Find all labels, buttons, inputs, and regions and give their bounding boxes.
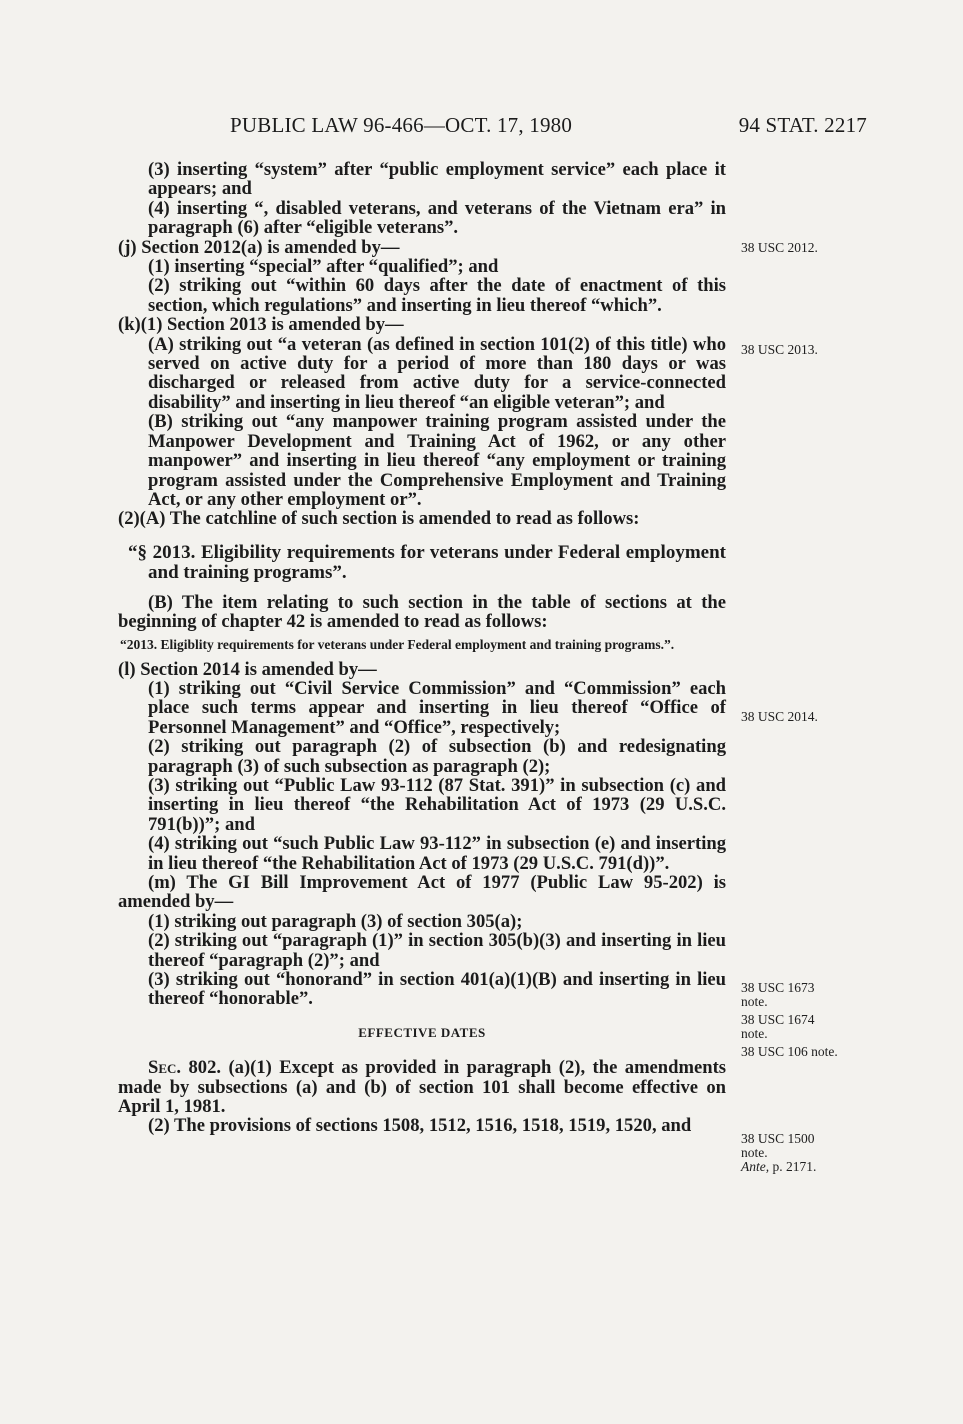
paragraph: (2) striking out “within 60 days after the date of enactment of this section, which regulations” and inserting in lieu thereof “which”. <box>148 275 726 316</box>
paragraph: (1) inserting “special” after “qualified”; and <box>148 256 499 278</box>
margin-note-text: p. 2171. <box>769 1159 817 1174</box>
paragraph: (4) inserting “, disabled veterans, and veterans of the Vietnam era” in paragraph (6) after “eligible veterans”. <box>148 197 726 239</box>
paragraph: (j) Section 2012(a) is amended by— <box>118 236 400 258</box>
stat-page-number: 94 STAT. 2217 <box>738 113 867 137</box>
paragraph: (m) The GI Bill Improvement Act of 1977 (Public Law 95-202) is amended by— <box>118 872 726 913</box>
paragraph: (2)(A) The catchline of such section is amended to read as follows: <box>118 508 640 530</box>
margin-note: 38 USC 2014. <box>741 709 818 724</box>
paragraph: (3) striking out “Public Law 93-112 (87 Stat. 391)” in subsection (c) and inserting in lieu thereof “the Rehabilitation Act of 1973 (29 U.S.C. 791(b))”; and <box>148 774 726 835</box>
paragraph: (k)(1) Section 2013 is amended by— <box>118 314 404 336</box>
paragraph: (4) striking out “such Public Law 93-112” in subsection (e) and inserting in lieu thereof “the Rehabilitation Act of 1973 (29 U.S.C. 791(d))”. <box>148 833 726 874</box>
margin-note-line: note. <box>741 1026 768 1041</box>
margin-note: 38 USC 2012. <box>741 240 818 255</box>
margin-note <box>741 981 861 1009</box>
margin-note-line: note. <box>741 1145 768 1160</box>
paragraph: (l) Section 2014 is amended by— <box>118 658 377 680</box>
paragraph: (B) The item relating to such section in the table of sections at the beginning of chapter 42 is amended to read as follows: <box>118 591 726 633</box>
paragraph: (B) striking out “any manpower training program assisted under the Manpower Development and Training Act of 1962, or any other manpower” and inserting in lieu thereof “any employment or training program assisted under the Comprehensive Employment and Training Act, or any other employment or”. <box>148 411 726 510</box>
paragraph-text: 802. (a)(1) Except as provided in paragraph (2), the amendments made by subsections (a) and (b) of section 101 shall become effective on April 1, 1981. <box>118 1057 727 1118</box>
section-heading: EFFECTIVE DATES <box>358 1024 486 1040</box>
paragraph: (2) The provisions of sections 1508, 1512, 1516, 1518, 1519, 1520, and <box>148 1115 692 1137</box>
margin-note <box>741 1013 861 1041</box>
page-title: PUBLIC LAW 96-466—OCT. 17, 1980 <box>230 113 573 137</box>
table-of-sections-item: “2013. Eligiblity requirements for veterans under Federal employment and training programs.”. <box>120 636 675 652</box>
margin-note: 38 USC 106 note. <box>741 1044 838 1059</box>
paragraph: (3) striking out “honorand” in section 401(a)(1)(B) and inserting in lieu thereof “honorable”. <box>148 969 726 1010</box>
paragraph <box>118 1058 726 1116</box>
statute-text <box>118 160 726 1136</box>
page-header <box>230 113 867 143</box>
paragraph: (A) striking out “a veteran (as defined in section 101(2) of this title) who served on active duty for a period of more than 180 days or was discharged or released from active duty for a service-connected disability” and inserting in lieu thereof “an eligible veteran”; and <box>148 333 726 413</box>
section-label: Sec. <box>148 1057 182 1079</box>
margin-note: 38 USC 2013. <box>741 342 818 357</box>
paragraph: (1) striking out “Civil Service Commission” and “Commission” each place such terms appear and inserting in lieu thereof “Office of Personnel Management” and “Office”, respectively; <box>148 677 726 738</box>
paragraph: (1) striking out paragraph (3) of section 305(a); <box>148 910 523 932</box>
section-catchline: “§ 2013. Eligibility requirements for veterans under Federal employment and training programs”. <box>128 541 726 583</box>
paragraph: (2) striking out “paragraph (1)” in section 305(b)(3) and inserting in lieu thereof “paragraph (2)”; and <box>148 930 726 971</box>
margin-note-line: 38 USC 1500 <box>741 1131 815 1146</box>
margin-note-line: 38 USC 1674 <box>741 1012 815 1027</box>
margin-note-line: 38 USC 1673 <box>741 980 815 995</box>
margin-note-line: note. <box>741 994 768 1009</box>
paragraph: (2) striking out paragraph (2) of subsection (b) and redesignating paragraph (3) of such subsection as paragraph (2); <box>148 736 726 777</box>
margin-note-italic: Ante, <box>741 1159 770 1174</box>
margin-note <box>741 1132 861 1174</box>
paragraph: (3) inserting “system” after “public employment service” each place it appears; and <box>148 159 726 200</box>
margin-note-line <box>741 1160 861 1174</box>
